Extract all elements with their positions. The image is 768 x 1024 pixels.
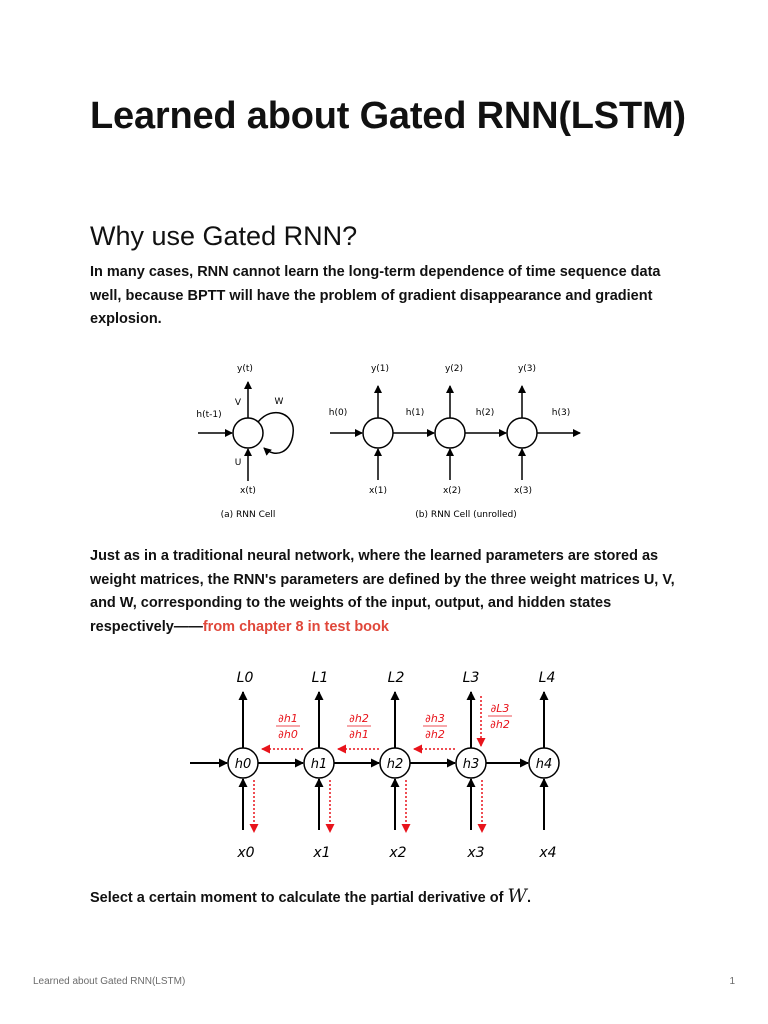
bptt-figure bbox=[186, 662, 576, 862]
rnn-cell-figure bbox=[188, 356, 588, 528]
derivative-end: . bbox=[526, 890, 531, 906]
input-label: x2 bbox=[389, 845, 407, 861]
unrolled-input-label: x(1) bbox=[368, 486, 388, 496]
derivative-text: Select a certain moment to calculate the partial derivative of bbox=[90, 890, 508, 906]
section-heading: Why use Gated RNN? bbox=[90, 221, 358, 251]
loss-label: L0 bbox=[236, 670, 254, 686]
cell-w-label: W bbox=[274, 397, 284, 407]
input-label: x1 bbox=[313, 845, 331, 861]
unrolled-caption: (b) RNN Cell (unrolled) bbox=[415, 510, 517, 520]
unrolled-hidden-label: h(2) bbox=[475, 408, 495, 418]
footer-doc-title: Learned about Gated RNN(LSTM) bbox=[33, 976, 186, 987]
unrolled-node-3 bbox=[507, 418, 537, 448]
unrolled-output-label: y(2) bbox=[444, 364, 464, 374]
loss-label: L4 bbox=[538, 670, 556, 686]
hidden-label: h3 bbox=[462, 757, 480, 772]
cell-input-label: x(t) bbox=[240, 486, 256, 496]
hidden-label: h1 bbox=[310, 757, 328, 772]
gradient-numerator: ∂h1 bbox=[278, 712, 298, 725]
cell-hidden-in-label: h(t-1) bbox=[196, 410, 222, 420]
input-label: x4 bbox=[539, 845, 557, 861]
unrolled-node-1 bbox=[363, 418, 393, 448]
gradient-numerator: ∂h3 bbox=[425, 712, 445, 725]
unrolled-hidden-label: h(1) bbox=[405, 408, 425, 418]
input-label: x3 bbox=[467, 845, 485, 861]
rnn-cell-node bbox=[233, 418, 263, 448]
loss-label: L1 bbox=[311, 670, 329, 686]
unrolled-output-label: y(1) bbox=[370, 364, 390, 374]
unrolled-node-2 bbox=[435, 418, 465, 448]
unrolled-input-label: x(2) bbox=[442, 486, 462, 496]
derivative-paragraph bbox=[90, 885, 690, 911]
cell-output-label: y(t) bbox=[237, 364, 253, 374]
cell-caption: (a) RNN Cell bbox=[220, 510, 276, 520]
weights-paragraph bbox=[90, 545, 690, 639]
unrolled-hidden-label: h(3) bbox=[551, 408, 571, 418]
intro-paragraph: In many cases, RNN cannot learn the long-term dependence of time sequence data well, because BPTT will have the problem of gradient disappearance and gradient explosion. bbox=[90, 264, 661, 327]
footer-page-number: 1 bbox=[729, 976, 735, 987]
unrolled-output-label: y(3) bbox=[517, 364, 537, 374]
input-label: x0 bbox=[237, 845, 255, 861]
loss-label: L2 bbox=[387, 670, 405, 686]
loss-label: L3 bbox=[462, 670, 480, 686]
cell-u-label: U bbox=[234, 458, 242, 468]
gradient-denominator: ∂h0 bbox=[278, 728, 298, 741]
gradient-numerator: ∂h2 bbox=[349, 712, 369, 725]
cell-v-label: V bbox=[234, 398, 242, 408]
gradient-denominator: ∂h2 bbox=[425, 728, 445, 741]
hidden-label: h2 bbox=[386, 757, 404, 772]
hidden-label: h4 bbox=[535, 757, 553, 772]
gradient-denominator: ∂h1 bbox=[349, 728, 369, 741]
w-symbol: W bbox=[507, 885, 527, 907]
weights-text: Just as in a traditional neural network, where the learned parameters are stored as weight matrices, the RNN's parameters are defined by the three weight matrices U, V, and W, corresponding to the weights of the input, output, and hidden states respectively—— bbox=[90, 548, 675, 635]
unrolled-hidden-label: h(0) bbox=[328, 408, 348, 418]
hidden-label: h0 bbox=[234, 757, 252, 772]
page-title: Learned about Gated RNN(LSTM) bbox=[90, 95, 686, 137]
gradient-denominator: ∂h2 bbox=[490, 718, 510, 731]
gradient-numerator: ∂L3 bbox=[490, 702, 510, 715]
unrolled-input-label: x(3) bbox=[513, 486, 533, 496]
chapter-reference-link[interactable]: from chapter 8 in test book bbox=[202, 618, 389, 635]
